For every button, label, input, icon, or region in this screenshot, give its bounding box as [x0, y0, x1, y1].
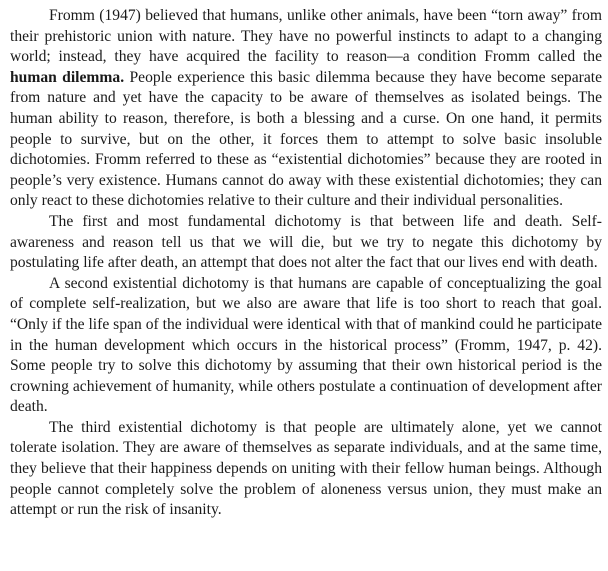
- paragraph-aloneness-dichotomy: The third existential dichotomy is that people are ultimately alone, yet we cannot tolerate isolation. They are aware of themselves as separate individuals, and at the same time, they believe that their happiness depends on uniting with their fellow human beings. Although people cannot completely solve the problem of aloneness versus union, they must make an attempt or run the risk of insanity.: [10, 418, 602, 519]
- paragraph-1-text-after: People experience this basic dilemma because they have become separate from nature and yet have the capacity to be aware of themselves as isolated beings. The human ability to reason, therefore, is both a blessing and a curse. On one hand, it permits people to survive, but on the other, it forces them to attempt to solve basic insoluble dichotomies. Fromm referred to these as “existential dichotomies” because they are rooted in people’s very existence. Humans cannot do away with these existential dichotomies; they can only react to these dichotomies relative to their culture and their individual personalities.: [10, 68, 603, 210]
- paragraph-self-realization-dichotomy: A second existential dichotomy is that humans are capable of conceptualizing the goal of complete self-realization, but we also are aware that life is too short to reach that goal. “Only if the life span of the individual were identical with that of mankind could he participate in the human development which occurs in the historical process” (Fromm, 1947, p. 42). Some people try to solve this dichotomy by assuming that their own historical period is the crowning achievement of humanity, while others postulate a continuation of development after death.: [10, 274, 602, 416]
- paragraph-human-dilemma: [10, 6, 602, 212]
- paragraph-life-death-dichotomy: The first and most fundamental dichotomy is that between life and death. Self-awareness and reason tell us that we will die, but we try to negate this dichotomy by postulating life after death, an attempt that does not alter the fact that our lives end with death.: [10, 212, 602, 272]
- paragraph-1-text-before: Fromm (1947) believed that humans, unlike other animals, have been “torn away” from their prehistoric union with nature. They have no powerful instincts to adapt to a changing world; instead, they have acquired the facility to reason—a condition Fromm called the: [10, 7, 602, 66]
- key-term-human-dilemma: human dilemma.: [10, 68, 125, 86]
